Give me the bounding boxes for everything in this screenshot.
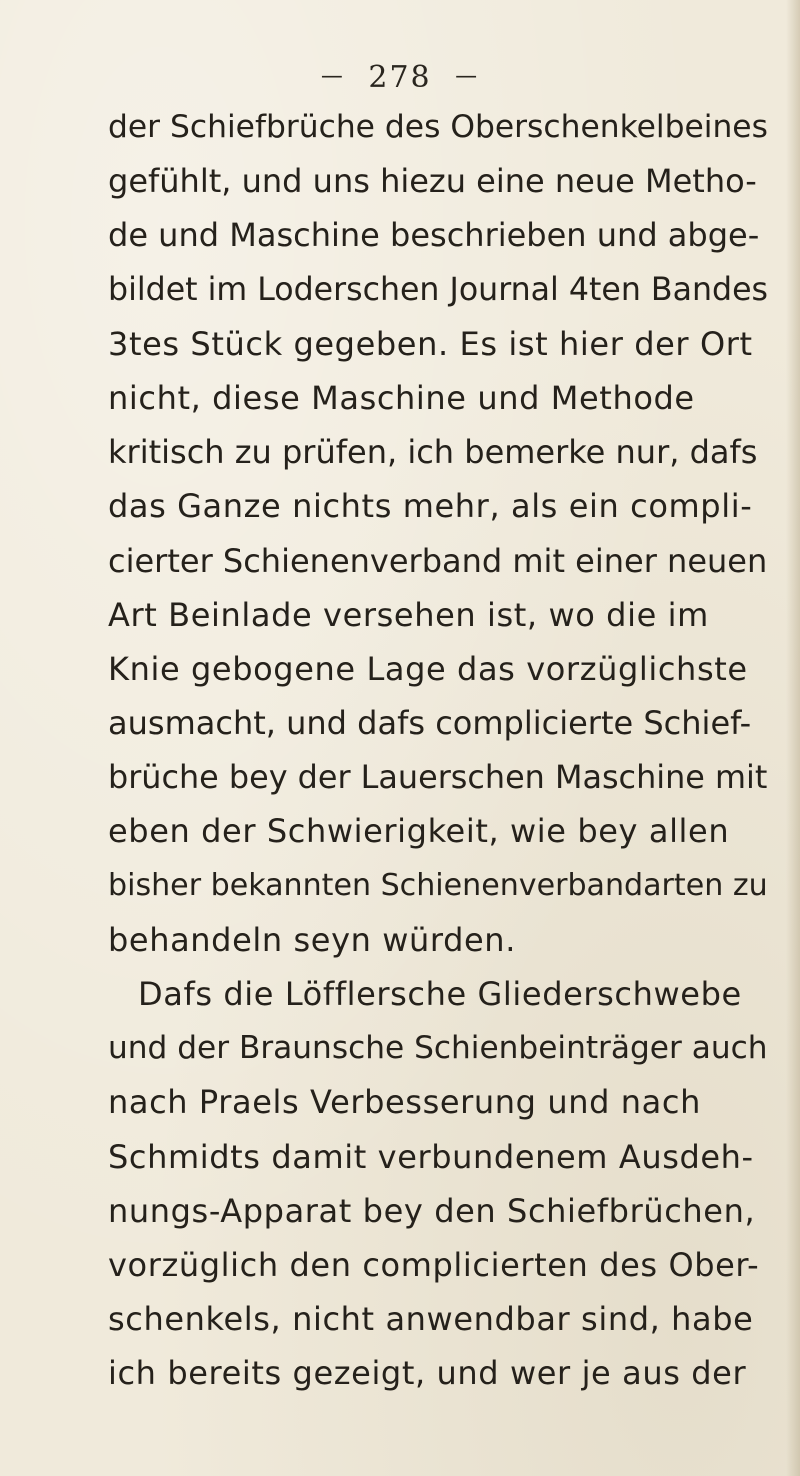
header-dash-left: — xyxy=(320,64,345,89)
text-line: vorzüglich den complicierten des Ober- xyxy=(108,1245,760,1284)
text-line: schenkels, nicht anwendbar sind, habe xyxy=(108,1300,754,1339)
text-line: ich bereits gezeigt, und wer je aus der xyxy=(108,1354,747,1393)
text-line: 3tes Stück gegeben. Es ist hier der Ort xyxy=(108,324,753,363)
text-line: ausmacht, und dafs complicierte Schief- xyxy=(108,704,752,743)
text-line: de und Maschine beschrieben und abge- xyxy=(108,216,760,255)
header-dash-right: — xyxy=(455,64,480,89)
text-line: Schmidts damit verbundenem Ausdeh- xyxy=(108,1137,754,1176)
text-line: bisher bekannten Schienenverbandarten zu xyxy=(108,867,768,903)
text-line: cierter Schienenverband mit einer neuen xyxy=(108,541,768,580)
text-line: brüche bey der Lauerschen Maschine mit xyxy=(108,758,768,797)
text-line: Art Beinlade versehen ist, wo die im xyxy=(108,595,709,634)
text-line: gefühlt, und uns hiezu eine neue Metho- xyxy=(108,162,757,201)
page-header xyxy=(0,60,800,95)
text-line: und der Braunsche Schienbeinträger auch xyxy=(108,1030,768,1067)
body-text xyxy=(108,100,768,1401)
page-number: 278 xyxy=(368,60,432,95)
text-line: eben der Schwierigkeit, wie bey allen xyxy=(108,812,730,851)
text-line: nungs-Apparat bey den Schiefbrüchen, xyxy=(108,1191,756,1230)
text-line: Dafs die Löfflersche Gliederschwebe xyxy=(138,975,742,1013)
text-line: nicht, diese Maschine und Methode xyxy=(108,378,695,417)
text-line: kritisch zu prüfen, ich bemerke nur, dafs xyxy=(108,433,758,472)
page-edge-shadow xyxy=(786,0,800,1476)
text-line: Knie gebogene Lage das vorzüglichste xyxy=(108,649,748,688)
text-line: das Ganze nichts mehr, als ein compli- xyxy=(108,487,753,526)
text-line: behandeln seyn würden. xyxy=(108,920,516,959)
text-line: bildet im Loderschen Journal 4ten Bandes xyxy=(108,271,768,308)
text-line: der Schiefbrüche des Oberschenkelbeines xyxy=(108,109,768,145)
text-line: nach Praels Verbesserung und nach xyxy=(108,1083,701,1122)
